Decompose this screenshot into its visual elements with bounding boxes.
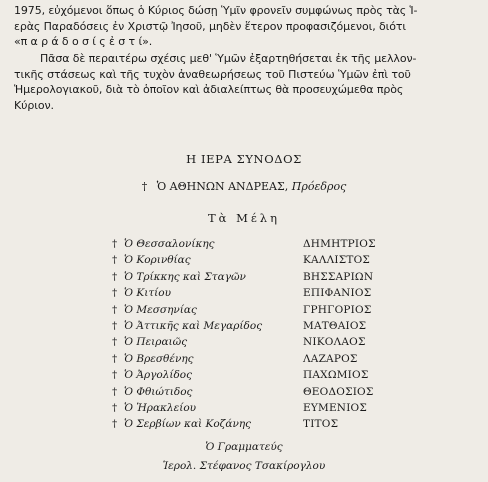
member-row	[0, 271, 488, 287]
secretary-label: Ὁ Γραμματεύς	[205, 441, 283, 453]
member-name: ΕΠΙΦΑΝΙΟΣ	[303, 287, 372, 300]
member-see: Ὁ Φθιώτιδος	[124, 385, 193, 398]
paragraph-line: τικῆς στάσεως καὶ τῆς τυχὸν ἀναθεωρήσεως τοῦ Πιστεύω Ὑμῶν ἐπὶ τοῦ	[14, 67, 411, 81]
cross-icon: †	[112, 385, 118, 398]
members-heading: Τὰ Μέλη	[207, 211, 280, 225]
member-see: Ὁ Θεσσαλονίκης	[124, 238, 215, 250]
member-name: ΝΙΚΟΛΑΟΣ	[303, 336, 366, 349]
paragraph-line: ερὰς Παραδόσεις ἐν Χριστῷ Ἰησοῦ, μηδὲν ἕτερον προφασιζόμενοι, διότι	[14, 19, 407, 33]
member-see: Ὁ Πειραιῶς	[124, 336, 188, 349]
letter-paragraph-closing	[14, 3, 476, 50]
paragraph-line: 1975, εὐχόμενοι ὅπως ὁ Κύριος δώσῃ Ὑμῖν φρονεῖν συμφώνως πρὸς τὰς Ἱ-	[14, 4, 418, 17]
secretary-name: Ἱερολ. Στέφανος Τσακίρογλου	[162, 460, 326, 472]
member-row	[0, 402, 488, 418]
members-list	[0, 238, 488, 435]
letter-paragraph-relations	[14, 51, 476, 113]
member-see: Ὁ Ἡρακλείου	[124, 401, 197, 414]
member-see: Ὁ Ἀργολίδος	[124, 369, 193, 382]
cross-icon: †	[112, 401, 118, 414]
member-name: ΠΑΧΩΜΙΟΣ	[303, 369, 369, 382]
member-row	[0, 287, 488, 303]
member-row	[0, 238, 488, 254]
cross-icon: †	[112, 369, 118, 382]
cross-icon: †	[112, 238, 118, 250]
paragraph-line: Ἡμερολογιακοῦ, διὰ τὸ ὁποῖον καὶ ἀδιαλείπτως θὰ προσευχώμεθα πρὸς	[14, 83, 404, 96]
member-name: ΤΙΤΟΣ	[303, 418, 339, 431]
cross-icon: †	[112, 352, 118, 365]
cross-icon: †	[112, 336, 118, 349]
president-name: Ὁ ΑΘΗΝΩΝ ΑΝΔΡΕΑΣ,	[156, 180, 289, 193]
member-see: Ὁ Ἀττικῆς καὶ Μεγαρίδος	[124, 319, 263, 332]
cross-icon: †	[112, 418, 118, 431]
member-row	[0, 304, 488, 320]
synod-title: Η ΙΕΡΑ ΣΥΝΟΔΟΣ	[186, 152, 302, 166]
cross-icon: †	[141, 180, 148, 193]
paragraph-line: Κύριον.	[14, 98, 54, 112]
member-see: Ὁ Μεσσηνίας	[124, 303, 197, 316]
member-name: ΛΑΖΑΡΟΣ	[303, 352, 358, 365]
member-name: ΔΗΜΗΤΡΙΟΣ	[303, 238, 376, 250]
member-see: Ὁ Σερβίων καὶ Κοζάνης	[124, 418, 251, 431]
member-see: Ὁ Βρεσθένης	[124, 352, 194, 365]
president-role: Πρόεδρος	[291, 180, 347, 193]
member-see: Ὁ Κιτίου	[124, 287, 171, 300]
member-row	[0, 418, 488, 434]
cross-icon: †	[112, 303, 118, 316]
cross-icon: †	[112, 319, 118, 332]
member-row	[0, 254, 488, 270]
member-see: Ὁ Κορινθίας	[124, 254, 191, 267]
member-see: Ὁ Τρίκκης καὶ Σταγῶν	[124, 270, 246, 283]
member-name: ΓΡΗΓΟΡΙΟΣ	[303, 303, 372, 316]
member-row	[0, 320, 488, 336]
paragraph-line: «π α ρ ά δ ο σ ί ς ἐ σ τ ί».	[14, 35, 153, 48]
member-row	[0, 369, 488, 385]
member-row	[0, 353, 488, 369]
member-name: ΘΕΟΔΟΣΙΟΣ	[303, 385, 374, 398]
cross-icon: †	[112, 270, 118, 283]
member-row	[0, 336, 488, 352]
cross-icon: †	[112, 254, 118, 267]
member-name: ΚΑΛΛΙΣΤΟΣ	[303, 254, 370, 267]
cross-icon: †	[112, 287, 118, 300]
member-name: ΕΥΜΕΝΙΟΣ	[303, 401, 367, 414]
member-row	[0, 386, 488, 402]
member-name: ΜΑΤΘΑΙΟΣ	[303, 319, 367, 332]
president-signature	[0, 180, 488, 193]
paragraph-line: Πᾶσα δὲ περαιτέρω σχέσις μεθ' Ὑμῶν ἐξαρτηθήσεται ἐκ τῆς μελλον-	[40, 52, 417, 65]
member-name: ΒΗΣΣΑΡΙΩΝ	[303, 270, 374, 283]
